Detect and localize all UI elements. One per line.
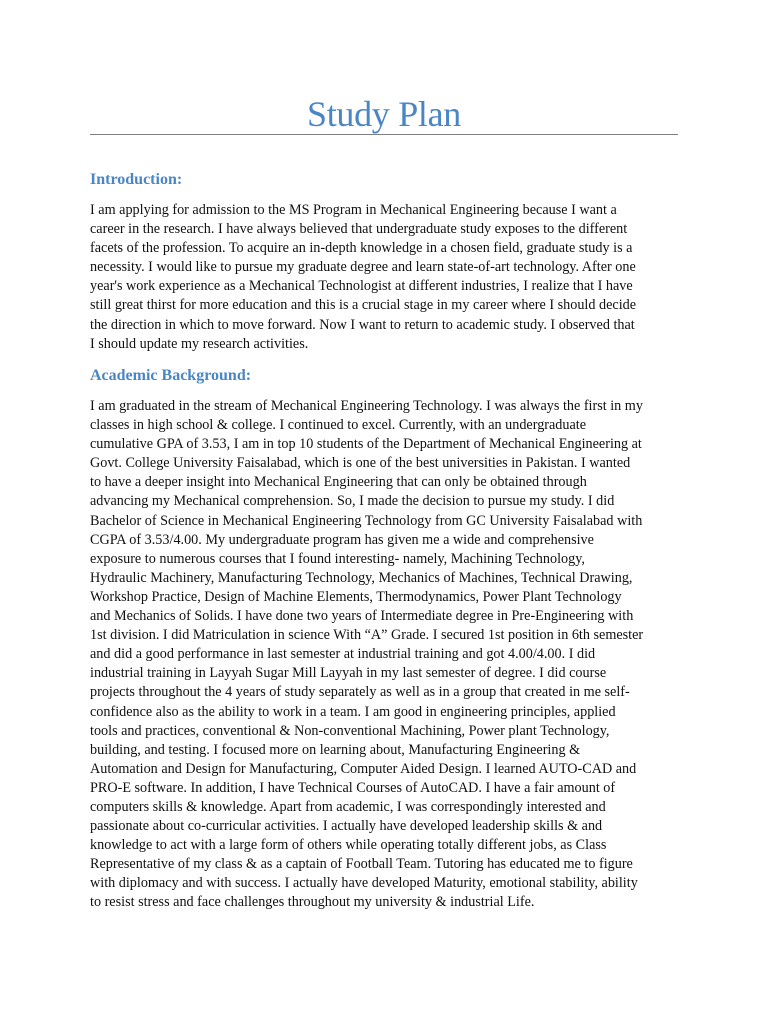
title-underline-divider <box>90 134 678 135</box>
section-heading-introduction: Introduction: <box>90 171 183 188</box>
document-title: Study Plan <box>306 94 462 134</box>
introduction-paragraph: I am applying for admission to the MS Program in Mechanical Engineering because I want a career in the research. I have always believed that undergraduate study exposes to the different facets of the profession. To acquire an in-depth knowledge in a chosen field, graduate study is a necessity. I would like to pursue my graduate degree and learn state-of-art technology. After one year's work experience as a Mechanical Technologist at different industries, I realize that I have still great thirst for more education and this is a crucial stage in my career where I should decide the direction in which to move forward. Now I want to return to academic study. I observed that I should update my research activities. <box>90 202 637 352</box>
section-heading-academic-background: Academic Background: <box>90 367 252 384</box>
academic-background-paragraph: I am graduated in the stream of Mechanical Engineering Technology. I was always the first in my classes in high school & college. I continued to excel. Currently, with an undergraduate cumulative GPA of 3.53, I am in top 10 students of the Department of Mechanical Engineering at Govt. College University Faisalabad, which is one of the best universities in Pakistan. I wanted to have a deeper insight into Mechanical Engineering that can only be obtained through advancing my Mechanical comprehension. So, I made the decision to pursue my study. I did Bachelor of Science in Mechanical Engineering Technology from GC University Faisalabad with CGPA of 3.53/4.00. My undergraduate program has given me a wide and comprehensive exposure to numerous courses that I found interesting- namely, Machining Technology, Hydraulic Machinery, Manufacturing Technology, Mechanics of Machines, Technical Drawing, Workshop Practice, Design of Machine Elements, Thermodynamics, Power Plant Technology and Mechanics of Solids. I have done two years of Intermediate degree in Pre-Engineering with 1st division. I did Matriculation in science With “A” Grade. I secured 1st position in 6th semester and did a good performance in last semester at industrial training and got 4.00/4.00. I did industrial training in Layyah Sugar Mill Layyah in my last semester of degree. I did course projects throughout the 4 years of study separately as well as in a group that created in me self- confidence also as the ability to work in a team. I am good in engineering principles, applied tools and practices, conventional & Non-conventional Machining, Power plant Technology, building, and testing. I focused more on learning about, Manufacturing Engineering & Automation and Design for Manufacturing, Computer Aided Design. I learned AUTO-CAD and PRO-E software. In addition, I have Technical Courses of AutoCAD. I have a fair amount of computers skills & knowledge. Apart from academic, I was correspondingly interested and passionate about co-curricular activities. I actually have developed leadership skills & and knowledge to act with a large form of others while operating totally different jobs, as Class Representative of my class & as a captain of Football Team. Tutoring has educated me to figure with diplomacy and with success. I actually have developed Maturity, emotional stability, ability to resist stress and face challenges throughout my university & industrial Life. <box>90 398 644 911</box>
